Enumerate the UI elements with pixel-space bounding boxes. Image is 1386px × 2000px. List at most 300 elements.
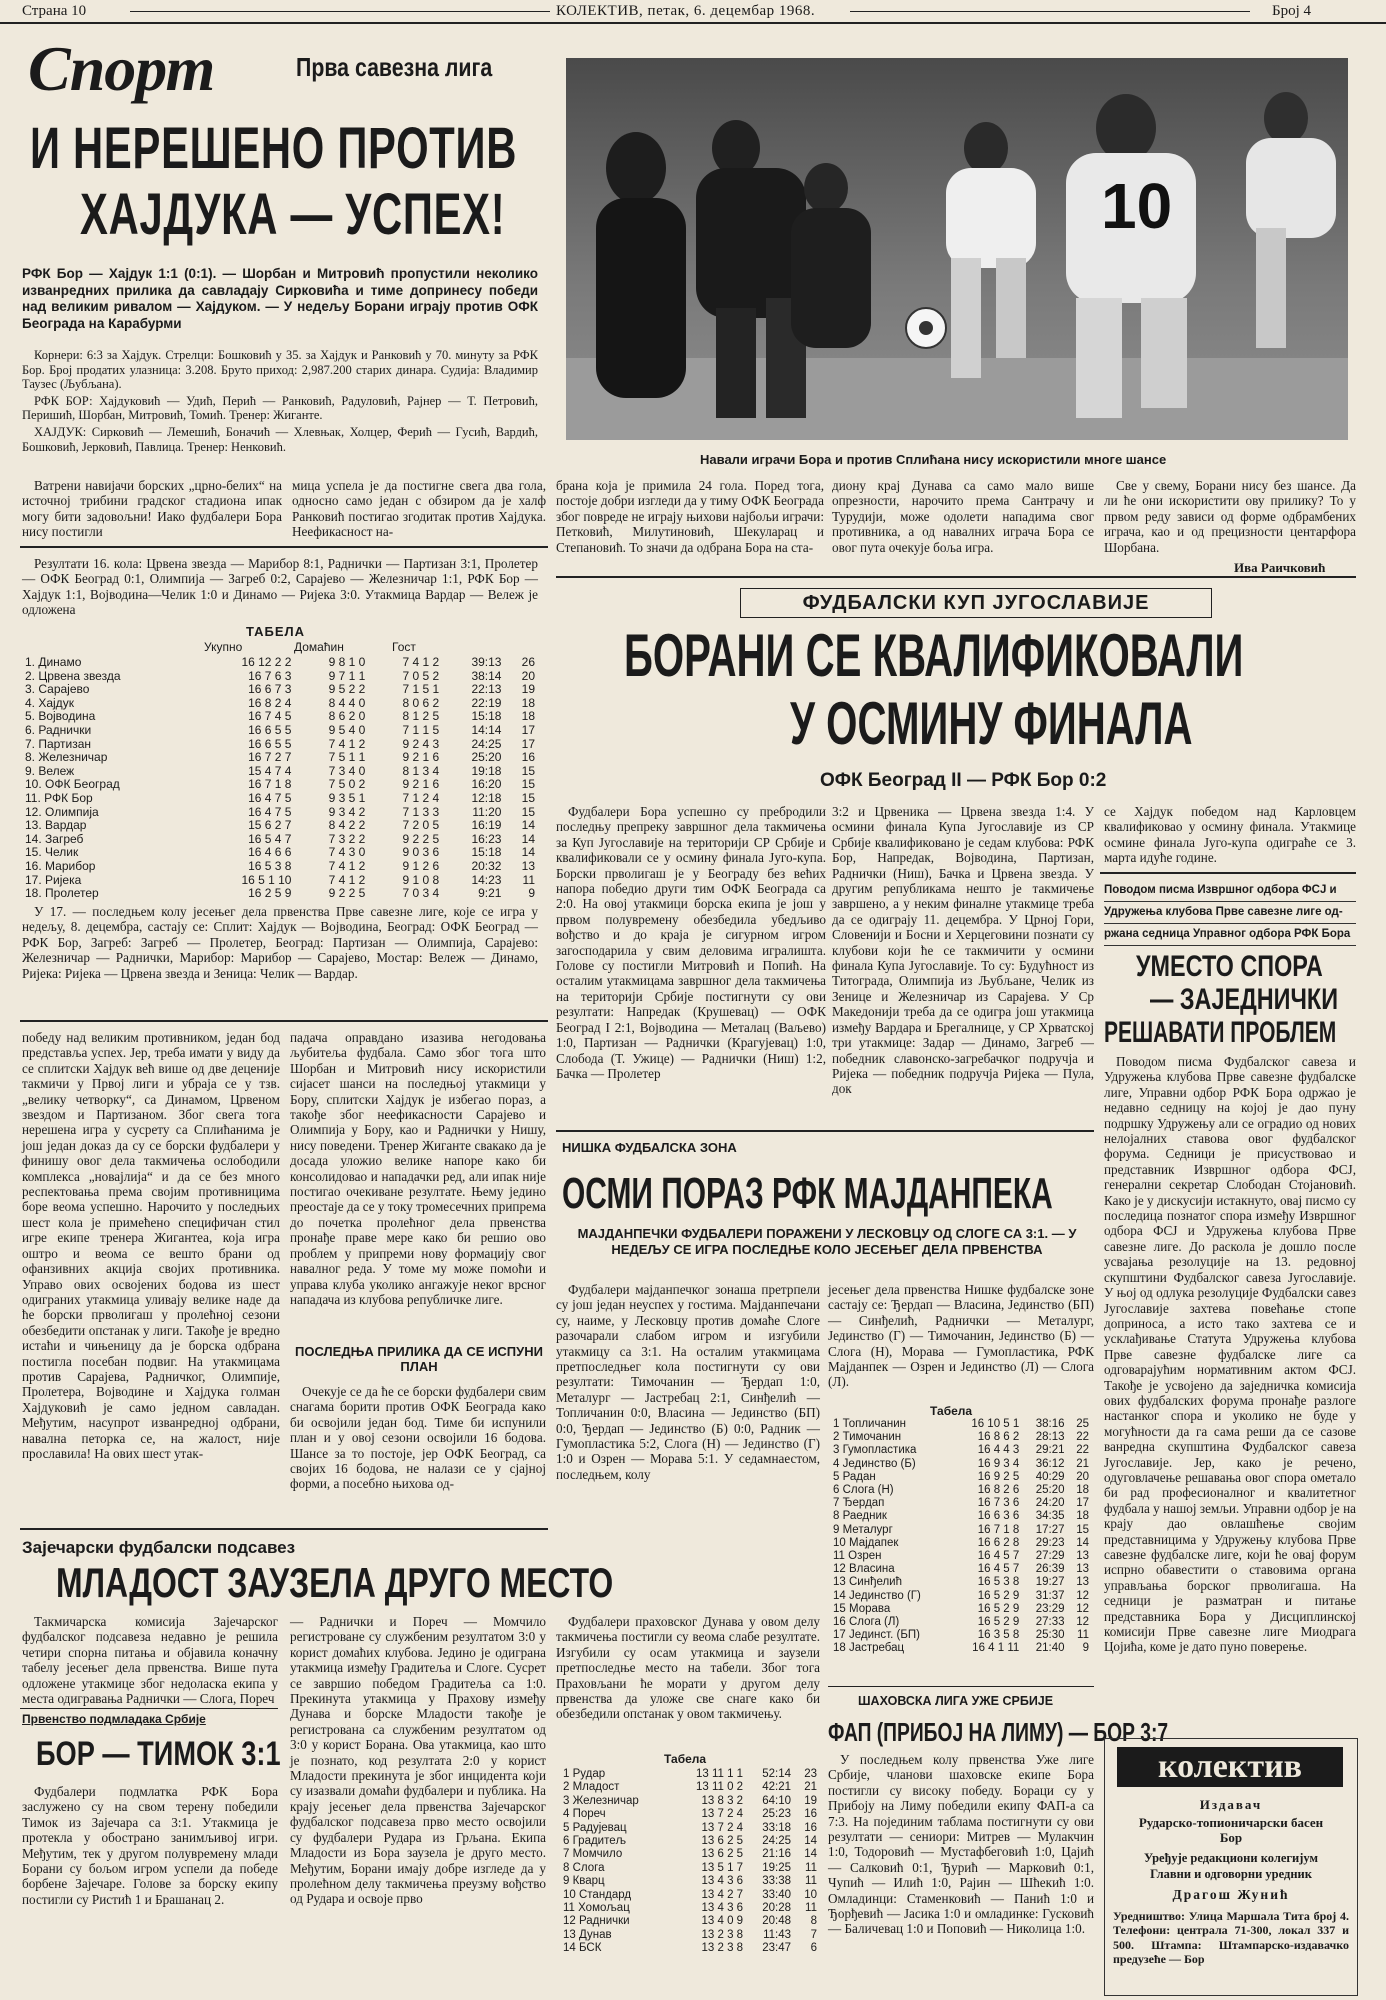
table-cell: 6. Раднички bbox=[25, 722, 92, 737]
table-cell: 16 bbox=[521, 750, 535, 765]
table-row bbox=[560, 1875, 820, 1888]
table-cell: 9 8 1 0 bbox=[328, 655, 366, 669]
match-photo bbox=[566, 58, 1348, 440]
table-row bbox=[560, 1915, 820, 1928]
table-cell: 16 6 5 5 bbox=[248, 736, 292, 751]
table-row bbox=[22, 697, 538, 711]
table-cell: 14 bbox=[804, 1848, 817, 1861]
table-cell: 5. Војводина bbox=[25, 709, 96, 724]
table-row bbox=[22, 887, 538, 901]
table-cell: 7 3 4 0 bbox=[328, 763, 366, 778]
table-cell: 16 5 2 9 bbox=[977, 1616, 1020, 1629]
table-cell: 19:27 bbox=[1035, 1576, 1065, 1589]
table-cell: 52:14 bbox=[762, 1768, 792, 1780]
notice-headline-3: РЕШАВАТИ ПРОБЛЕМ bbox=[1104, 1016, 1337, 1049]
table-cell: 16 4 5 7 bbox=[977, 1563, 1020, 1576]
table-cell: 16:23 bbox=[471, 831, 502, 846]
table-row bbox=[560, 1929, 820, 1942]
cup-col-3: се Хајдук победом над Карловцем квалификовао у осмину финала. Утакмице осмине финала Југо-купа одиграће се 3. марта идуће године. bbox=[1104, 804, 1356, 866]
table-cell: 8 Слога bbox=[563, 1861, 605, 1874]
cup-subhead: ОФК Београд II — РФК Бор 0:2 bbox=[820, 770, 1107, 791]
zajecar-col-3: Фудбалери праховског Дунава у овом делу такмичења постигли су веома слабе резултате. Изгубили су осам утакмица и заузели претпоследње место на табели. Због тога Праховљани ће морати у другом делу првенства да уложе све снаге како би обезбедили опстанак у овом такмичењу. bbox=[556, 1614, 820, 1722]
table-cell: 1. Динамо bbox=[25, 655, 82, 669]
table-cell: 25 bbox=[1076, 1418, 1089, 1430]
table-cell: 27:33 bbox=[1035, 1616, 1065, 1629]
table-cell: 9 0 3 6 bbox=[402, 845, 440, 860]
table-cell: 22:19 bbox=[471, 695, 502, 710]
table-cell: 12 bbox=[1076, 1589, 1089, 1602]
article-continued-col-1: победу над великим противником, један бод представља успех. Јер, треба имати у виду да се сплитски Хајдук већ више од две деценије такмичи у Првој лиги и убраја се у тзв. „велику четворку“, са Динамом, Црвеном звездом и Партизаном. Због свега тога нерешена игра у сусрету са Сплићанима је још један доказ да су се борски фудбалери у финишу овог дела такмичења ослободили комплекса „новајлија“ и да се без много респектовања према својим противницима боре веома успешно. Нарочито у последњих шест кола је примећено специфичан стил игре екипе тренера Жигантеа, која игра оштро и веома се вешто брани од офанзивних акција својих противника. Управо ових освојених бодова из шест одиграних утакмица уливају велике наде да ће борски прволигаш у пролећној сезони обезбедити опстанак у лиги. Такође је вредно истаћи и чињеницу да је борска одбрана постигла посебан подвиг. На утакмицама против Сарајева, Радничког, Олимпије, Пролетера, Војводине и Хајдука голман Хајдуковић је само једном савладан. Међутим, насупрот изванредној одбрани, навална петорка се, на жалост, није прославила! На ових шест утак- bbox=[22, 1030, 280, 1461]
article-continued-col-3: Очекује се да ће се борски фудбалери свим снагама борити против ОФК Београда како би освојили један бод. Тиме би испунили план и у овој сезони освојили 16 бодова. Шансе за то постоје, јер ОФК Београд, са својих 16 бодова, не налази се у сјајној форми, а посебно њихова од- bbox=[290, 1384, 546, 1492]
table-cell: 16 Слога (Л) bbox=[833, 1616, 900, 1629]
table-cell: 10 Стандард bbox=[563, 1888, 632, 1901]
table-cell: 17:27 bbox=[1035, 1523, 1065, 1536]
youth-body: Фудбалери подмлатка РФК Бора заслужено су на свом терену победили Тимок из Зајечара са 3:1. Утакмица је протекла у обострано занимљивој игри. Међутим, тек у другом полувремену млади Борани су бољом игром успели да победе борбене Зајечаре. Голове за борску екипу постигли су Ристић 1 и Брашанац 2. bbox=[22, 1784, 278, 1907]
table-cell: 13 5 1 7 bbox=[701, 1861, 744, 1874]
table-cell: 18. Пролетер bbox=[25, 886, 99, 901]
table-cell: 16 7 4 5 bbox=[248, 709, 292, 724]
table-cell: 38:16 bbox=[1035, 1418, 1065, 1430]
article-col-5: Све у свему, Борани нису без шансе. Да ли ће они искористити ову прилику? То у првом реду зависи од форме одбрамбених играча, као и од прецизности центарфора Шорбана. bbox=[1104, 478, 1356, 555]
table-cell: 1 Рудар bbox=[563, 1768, 606, 1780]
byline: Ива Рaичковић bbox=[1234, 560, 1326, 575]
table-cell: 11:20 bbox=[472, 804, 502, 819]
table-row bbox=[830, 1537, 1092, 1550]
table-cell: 16 bbox=[804, 1808, 817, 1821]
table-cell: 15 bbox=[521, 790, 535, 805]
table-cell: 7 4 1 2 bbox=[328, 858, 366, 873]
next-round-fixtures: У 17. — последњем колу јесењег дела првенства Прве савезне лиге, које се игра у недељу, 8. децембра, састају се: Сплит: Хајдук — Војводина, Београд: ОФК Београд — РФК Бор, Загреб: Загреб — Пролетер, Београд: Партизан — Олимпија, Сарајево: Железничар — Раднички, Марибор: Марибор — Сарајево, Мостар: Вележ — Динамо, Ријека: Ријека — Црвена звезда и Зеница: Челик — Вардар. bbox=[22, 904, 538, 981]
table-cell: 16 4 7 5 bbox=[248, 804, 292, 819]
table-cell: 16 bbox=[804, 1821, 817, 1834]
article-col-2: мица успела је да постигне свега два гола, односно само један с обзиром да је халф Ранковић постигао згодитак против Хајдука. Неефикасност на- bbox=[292, 478, 546, 540]
table-cell: 29:23 bbox=[1035, 1536, 1065, 1549]
table-cell: 7 Момчило bbox=[563, 1848, 623, 1861]
nis-col-1: Фудбалери мајданпечког зонаша претрпели су још један неуспех у гостима. Мајданпечани су, наиме, у Лесковцу против домаће Слоге разочарали слабом игром и изгубили утакмицу са 3:1. На осталим утакмицама претпоследњег кола постигнути су ови резултати: Тимочанин — Ђердап 1:0, Металург — Јастребац 2:1, Синђелић — Топличанин 0:0, Власина — Јединство (БП) 0:0, Ђердап — Јединство (Б) 0:0, Радник — Гумопластика 5:2, Слога (Н) — Јединство (Г) 1:0 и Озрен — Морава 5:1. У седамнаестом, последњем, колу bbox=[556, 1282, 820, 1482]
table-cell: 22 bbox=[1076, 1431, 1089, 1444]
page-header bbox=[0, 0, 1386, 24]
table-cell: 9 5 2 2 bbox=[328, 682, 366, 697]
table-cell: 13 2 3 8 bbox=[701, 1928, 744, 1941]
table-cell: 14 bbox=[521, 845, 535, 860]
table-cell: 8 6 2 0 bbox=[328, 709, 366, 724]
table-row bbox=[22, 724, 538, 738]
issue-number: Број 4 bbox=[1272, 2, 1312, 19]
table-cell: 16 10 5 1 bbox=[971, 1418, 1020, 1430]
address: Уредништво: Улица Маршала Тита број 4. Телефони: централа 71-300, локал 337 и 500. Штампа: Штампарско-издавачко предузеће — Бор bbox=[1113, 1909, 1349, 1967]
table-row bbox=[22, 874, 538, 888]
youth-kicker: Првенство подмладака Србије bbox=[22, 1712, 206, 1726]
table-cell: 12 bbox=[1076, 1602, 1089, 1615]
table-cell: 13 4 3 6 bbox=[701, 1875, 744, 1888]
table-row bbox=[830, 1603, 1092, 1616]
section-logo-sport: Спорт bbox=[28, 33, 215, 104]
table-row bbox=[830, 1629, 1092, 1642]
table-cell: 11 bbox=[805, 1875, 817, 1888]
table-cell: 14. Загреб bbox=[25, 831, 84, 846]
table-row bbox=[830, 1471, 1092, 1484]
table-cell: 9 2 1 6 bbox=[402, 777, 440, 792]
table-row bbox=[22, 710, 538, 724]
table-cell: 16 7 6 3 bbox=[248, 668, 292, 683]
table-cell: 14:14 bbox=[471, 722, 502, 737]
table-cell: 7 3 2 2 bbox=[328, 831, 366, 846]
publisher: Рударско-топионичарски басен Бор bbox=[1138, 1815, 1324, 1845]
table-cell: 16 5 2 9 bbox=[977, 1589, 1020, 1602]
article-continued-col-2: падача оправдано изазива негодовања љубитеља фудбала. Само због тога што Шорбан и Митровић нису искористили сијасет шанси на последњој утакмици у Бору, сплитски Хајдук је избегао пораз, а такође због неефикасности Сарајево и Олимпија у Бору, као и Раднички у Нишу, нису поведени. Тренер Жиганте свакако да је досада уложио велике напоре како би консолидовао и нападачки ред, али ипак није постигао очекиване резултате. Њему једино преостаје да се у току тромесечних припрема до почетка пролећног дела првенства пронађе праве мере како би решио ово проблем у припреми нову формацију свог навалног реда. У томе му може помоћи и управа клуба уколико ангажује неког врсног нападача из клубова републичке лиге. bbox=[290, 1030, 546, 1307]
table-cell: 14 Јединство (Г) bbox=[833, 1589, 921, 1602]
table-cell: 11 bbox=[805, 1861, 817, 1874]
table-cell: 16 4 1 11 bbox=[972, 1642, 1020, 1655]
table-cell: 36:12 bbox=[1035, 1457, 1065, 1470]
table-cell: 16 5 3 8 bbox=[248, 858, 292, 873]
table-cell: 3 Гумопластика bbox=[833, 1444, 917, 1457]
table-cell: 14:23 bbox=[471, 872, 502, 887]
table-cell: 11. РФК Бор bbox=[25, 790, 93, 805]
table-cell: 9 bbox=[1082, 1642, 1089, 1655]
table-cell: 9 1 2 6 bbox=[402, 858, 440, 873]
table-cell: 16 4 5 7 bbox=[977, 1550, 1020, 1563]
cup-banner: ФУДБАЛСКИ КУП ЈУГОСЛАВИЈЕ bbox=[740, 588, 1212, 618]
table-cell: 16:20 bbox=[471, 777, 502, 792]
table-cell: 9 2 1 6 bbox=[402, 750, 440, 765]
table-cell: 21:40 bbox=[1035, 1642, 1065, 1655]
kolektiv-logo: колектив bbox=[1117, 1747, 1343, 1787]
table-cell: 21 bbox=[804, 1781, 817, 1794]
table-cell: 10 Мајдапек bbox=[833, 1536, 899, 1549]
editor-name: Драгош Жунић bbox=[1172, 1887, 1290, 1902]
table-cell: 7 1 3 3 bbox=[402, 804, 440, 819]
table-cell: 8 0 6 2 bbox=[402, 695, 440, 710]
cup-col-2: 3:2 и Црвеника — Црвена звезда 1:4. У осмини финала Купа Југославије из СР Србије квалификовано је седам клубова: РФК Бор, Напредак, Војводина, Партизан, Раднички (Ниш), Бачка и Црвена звезда. У другим републикама нешто је такмичење завршено, а у неким финалне утакмице треба да се одиграју 11. децембра. У Црној Гори, Словенији и Босни и Херцеговини познати су клубови који ће се такмичити у осмини финала Купа Југославије. То су: Будућност из Титограда, Олимпија из Љубљане, Челик из Зенице и Железничар из Сарајева. У Ср Македонији треба да се одигра још утакмица између Вардара и Брегалнице, у СР Хрватској три утакмице: Задар — Динамо, Загреб — победник славонско-загребачког подручја и Ријека — победник подручја Ријека — Пула, док bbox=[832, 804, 1094, 1097]
table-cell: 33:18 bbox=[762, 1821, 792, 1834]
table-cell: 25:20 bbox=[471, 750, 502, 765]
table-cell: 13 bbox=[1076, 1550, 1089, 1563]
table-cell: 17 bbox=[521, 722, 535, 737]
table-cell: 2. Црвена звезда bbox=[25, 668, 121, 683]
table-cell: 12 Раднички bbox=[563, 1915, 630, 1928]
table-cell: 7 4 1 2 bbox=[328, 736, 366, 751]
table-cell: 14 bbox=[1076, 1536, 1089, 1549]
table-cell: 13 4 2 7 bbox=[701, 1888, 744, 1901]
match-stats: Корнери: 6:3 за Хајдук. Стрелци: Бошковић у 35. за Хајдук и Ранковић у 70. минуту за РФК Бор. Број продатих улазница: 3.208. Бруто приход: 2,987.200 старих динара. Судија: Владимир Таузес (Љубљана). bbox=[22, 348, 538, 392]
table-cell: 8. Железничар bbox=[25, 750, 108, 765]
table-cell: 16. Марибор bbox=[25, 858, 96, 873]
table-cell: 25:20 bbox=[1035, 1484, 1065, 1497]
table-cell: 16:19 bbox=[471, 818, 502, 833]
table-cell: 28:13 bbox=[1035, 1431, 1065, 1444]
divider bbox=[20, 546, 548, 548]
table-cell: 22 bbox=[1076, 1444, 1089, 1457]
table-row bbox=[560, 1781, 820, 1794]
svg-text:10: 10 bbox=[1101, 170, 1173, 242]
table-cell: 4 Јединство (Б) bbox=[833, 1457, 916, 1470]
table-cell: 16 4 4 3 bbox=[977, 1444, 1020, 1457]
table-cell: 13 4 3 6 bbox=[701, 1902, 744, 1915]
table-cell: 19 bbox=[804, 1794, 817, 1807]
table-row bbox=[22, 778, 538, 792]
table-cell: 18 bbox=[1076, 1510, 1089, 1523]
table-cell: 40:29 bbox=[1035, 1470, 1065, 1483]
table-cell: 20 bbox=[1076, 1470, 1089, 1483]
table-cell: 38:14 bbox=[471, 668, 502, 683]
table-cell: 23:29 bbox=[1035, 1602, 1065, 1615]
table-cell: 7. Партизан bbox=[25, 736, 92, 751]
league-standings bbox=[22, 656, 538, 901]
table-cell: 25:30 bbox=[1035, 1629, 1065, 1642]
table-cell: 8 Раедник bbox=[833, 1510, 887, 1523]
table-cell: 9 2 2 5 bbox=[402, 831, 440, 846]
table-cell: 11 bbox=[1077, 1629, 1089, 1642]
table-cell: 17 bbox=[1076, 1497, 1089, 1510]
table-cell: 13 11 0 2 bbox=[695, 1781, 744, 1794]
table-cell: 9 bbox=[528, 886, 535, 901]
table-cell: 7 4 1 2 bbox=[402, 655, 440, 669]
table-cell: 2 Младост bbox=[563, 1781, 620, 1794]
table-cell: 19 bbox=[521, 682, 535, 697]
table-row bbox=[830, 1550, 1092, 1563]
table-cell: 17. Ријека bbox=[25, 872, 82, 887]
masthead: КОЛЕКТИВ, петак, 6. децембар 1968. bbox=[556, 2, 816, 19]
table-cell: 11 Озрен bbox=[833, 1550, 882, 1563]
table-cell: 15 6 2 7 bbox=[248, 818, 292, 833]
header-rule bbox=[850, 11, 1250, 12]
table-cell: 16 4 6 6 bbox=[248, 845, 292, 860]
table-cell: 9 3 5 1 bbox=[328, 790, 366, 805]
table-cell: 16 6 5 5 bbox=[248, 722, 292, 737]
chess-kicker: ШАХОВСКА ЛИГА УЖЕ СРБИЈЕ bbox=[858, 1694, 1054, 1708]
table-cell: 2 Тимочанин bbox=[833, 1431, 902, 1444]
table-cell: 33:40 bbox=[762, 1888, 792, 1901]
headline-draw-1: И НЕРЕШЕНО ПРОТИВ bbox=[30, 116, 518, 181]
cup-headline-2: У ОСМИНУ ФИНАЛА bbox=[790, 690, 1193, 757]
headline-draw-2: ХАЈДУКА — УСПЕХ! bbox=[80, 182, 506, 247]
table-cell: 25:23 bbox=[762, 1808, 792, 1821]
nis-table-title: Табела bbox=[930, 1404, 973, 1418]
table-row bbox=[22, 846, 538, 860]
table-cell: 19:25 bbox=[762, 1861, 792, 1874]
table-cell: 7 1 1 5 bbox=[402, 722, 440, 737]
table-cell: 15 Морава bbox=[833, 1602, 891, 1615]
table-cell: 17 bbox=[521, 736, 535, 751]
table-cell: 8 bbox=[810, 1915, 817, 1928]
divider bbox=[556, 1130, 1094, 1132]
table-cell: 33:38 bbox=[762, 1875, 792, 1888]
zajecar-table-title: Табела bbox=[664, 1752, 707, 1766]
zajecar-headline: МЛАДОСТ ЗАУЗЕЛА ДРУГО МЕСТО bbox=[56, 1559, 614, 1606]
subheading-last-chance: ПОСЛЕДЊА ПРИЛИКА ДА СЕ ИСПУНИ ПЛАН bbox=[295, 1344, 543, 1374]
lineup-hajduk: ХАЈДУК: Сирковић — Лемешић, Боначић — Хлевњак, Холцер, Ферић — Гусић, Вардић, Бошковић, Јерковић, Павлица. Тренер: Ненковић. bbox=[22, 424, 538, 454]
header-rule bbox=[130, 11, 550, 12]
table-cell: 9. Вележ bbox=[25, 763, 75, 778]
cup-headline-1: БОРАНИ СЕ КВАЛИФИКОВАЛИ bbox=[624, 622, 1244, 689]
table-cell: 16 5 4 7 bbox=[248, 831, 292, 846]
table-cell: 13. Вардар bbox=[25, 818, 87, 833]
table-cell: 9 Металург bbox=[833, 1523, 893, 1536]
table-row bbox=[22, 765, 538, 779]
table-cell: 16 7 1 8 bbox=[248, 777, 292, 792]
notice-headline-1: УМЕСТО СПОРА bbox=[1136, 950, 1323, 983]
table-row bbox=[560, 1889, 820, 1902]
table-cell: 7 0 5 2 bbox=[402, 668, 440, 683]
table-cell: 16 6 3 6 bbox=[977, 1510, 1020, 1523]
table-cell: 12 Власина bbox=[833, 1563, 895, 1576]
table-cell: 23 bbox=[804, 1768, 817, 1780]
table-cell: 15. Челик bbox=[25, 845, 79, 860]
imprint-box: колектив Издавач Рударско-топионичарски басен Бор Уређује редакциони колегијум Главни и одговорни уредник Драгош Жунић Уредништво: Улица Маршала Тита број 4. Телефони: централа 71-300, локал 337 и 500. Штампа: Штампарско-издавачко предузеће — Бор bbox=[1104, 1738, 1358, 1996]
table-cell: 7 0 3 4 bbox=[402, 886, 440, 901]
table-cell: 7 5 1 1 bbox=[328, 750, 366, 765]
table-cell: 16 7 2 7 bbox=[248, 750, 292, 765]
table-cell: 15 bbox=[1076, 1523, 1089, 1536]
table-cell: 16 5 3 8 bbox=[977, 1576, 1020, 1589]
table-row bbox=[830, 1590, 1092, 1603]
table-cell: 12 bbox=[1076, 1616, 1089, 1629]
table-row bbox=[830, 1484, 1092, 1497]
table-cell: 9 3 4 2 bbox=[328, 804, 366, 819]
notice-box: Поводом писма Извршног одбора ФСЈ и Удружења клубова Прве савезне лиге од- ржана седница Управног одбора РФК Бора bbox=[1104, 880, 1356, 946]
table-cell: 4 Пореч bbox=[563, 1808, 606, 1821]
article-col-4: диону крај Дунава са само мало више опрезности, нарочито према Сантрачу и Турудији, може одолети нападима свог противника, а од навалних играча Бора се овог пута очекује боља игра. bbox=[832, 478, 1094, 555]
table-cell: 20 bbox=[521, 668, 535, 683]
table-cell: 8 4 4 0 bbox=[328, 695, 366, 710]
table-cell: 16 8 2 4 bbox=[248, 695, 292, 710]
zajecar-standings bbox=[560, 1768, 820, 1956]
nis-standings bbox=[830, 1418, 1092, 1656]
table-cell: 8 1 3 4 bbox=[402, 763, 440, 778]
lineup-bor: РФК БОР: Хајдуковић — Удић, Перић — Ранковић, Радуловић, Рајнер — Т. Петровић, Перишић, Шорбан, Митровић, Томић. Тренер: Жигантe. bbox=[22, 393, 538, 423]
table-row bbox=[830, 1497, 1092, 1510]
table-cell: 15 bbox=[521, 804, 535, 819]
table-cell: 18 bbox=[521, 709, 535, 724]
table-row bbox=[22, 751, 538, 765]
chess-body: У последњем колу првенства Уже лиге Србије, чланови шаховске екипе Бора постигли су високу победу. Бораци су у Прибоју на Лиму победили екипу ФАП-а са 7:3. На појединим таблама постигнути су ови резултати — сениори: Митрев — Мулакчин 1:0, Тодоровић — Мустафбеговић 1:0, Цајић — Салковић 0:1, Ђурић — Марковић 0:1, Чупић — Илић 1:0, Рајин — Шћекић 1:0. Омладинци: Стаменковић — Панић 1:0 и Ђорђевић — Јасика 1:0 и омладинке: Гусковић — Баличевац 1:0 и Поповић — Николица 1:0. bbox=[828, 1752, 1094, 1937]
table-cell: 15:18 bbox=[471, 709, 502, 724]
table-cell: 19:18 bbox=[471, 763, 502, 778]
table-cell: 26 bbox=[521, 655, 535, 669]
league-table-title: ТАБЕЛА bbox=[246, 624, 306, 639]
table-cell: 15 bbox=[521, 763, 535, 778]
table-cell: 16 2 5 9 bbox=[248, 886, 292, 901]
notice-headline-2: — ЗАЈЕДНИЧКИ bbox=[1150, 983, 1339, 1016]
table-row bbox=[22, 683, 538, 697]
table-cell: 24:25 bbox=[762, 1835, 792, 1848]
table-row bbox=[560, 1808, 820, 1821]
table-cell: 13 11 1 1 bbox=[695, 1768, 744, 1780]
nis-kicker: НИШКА ФУДБАЛСКА ЗОНА bbox=[562, 1140, 737, 1155]
table-row bbox=[22, 670, 538, 684]
nis-subhead: МАЈДАНПЕЧКИ ФУДБАЛЕРИ ПОРАЖЕНИ У ЛЕСКОВЦУ ОД СЛОГЕ СА 3:1. — У НЕДЕЉУ СЕ ИГРА ПОСЛЕДЊЕ КОЛО ЈЕСЕЊЕГ ДЕЛА ПРВЕНСТВА bbox=[577, 1226, 1077, 1257]
table-cell: 13 bbox=[521, 858, 535, 873]
table-cell: 14 bbox=[521, 831, 535, 846]
divider bbox=[20, 1708, 278, 1709]
table-row bbox=[22, 819, 538, 833]
table-cell: 16 5 2 9 bbox=[977, 1602, 1020, 1615]
table-cell: 18 bbox=[521, 695, 535, 710]
table-cell: 20:48 bbox=[762, 1915, 792, 1928]
table-cell: 13 6 2 5 bbox=[701, 1835, 744, 1848]
table-cell: 6 Градитељ bbox=[563, 1835, 627, 1848]
table-row bbox=[560, 1902, 820, 1915]
table-cell: 16 7 3 6 bbox=[977, 1497, 1020, 1510]
table-cell: 7 1 5 1 bbox=[402, 682, 440, 697]
youth-headline: БОР — ТИМОК 3:1 bbox=[36, 1735, 281, 1773]
table-cell: 12. Олимпија bbox=[25, 804, 99, 819]
table-row bbox=[830, 1431, 1092, 1444]
table-cell: 23:47 bbox=[762, 1942, 792, 1955]
table-cell: 16 9 3 4 bbox=[977, 1457, 1020, 1470]
table-cell: 3 Железничар bbox=[563, 1794, 639, 1807]
table-cell: 16 4 7 5 bbox=[248, 790, 292, 805]
table-cell: 11 bbox=[522, 872, 535, 887]
notice-body: Поводом писма Фудбалског савеза и Удружења клубова Прве савезне фудбалске лиге, Управни одбор РФК Бора одржао је недавно седницу на којој је дао пуну подршку Удружењу али се оградио од нових нелојалних ставова овог фудбалског форума. Седници је присуствовао и представник Извршног одбора ФСЈ, генерални секретар Слободан Стојановић. Како је у дискусији истакнуто, овај писмо су последица познатог спора између Извршног одбора ФСЈ и Удружења клубова Прве савезне лиге. До раскола је дошло после усвајања резолуције на 13. редовној скупштини Фудбалског савеза Југославије. У њој од одлука резолуције Фудбалски савез Југославије захтева повећање стопе доприноса, а исто тако захтева се и усклађивање Статута Удружења клубова Прве савезне фудбалске лиге са одговарајућим нормативним актом ФСЈ. Такође је усвојено да заједничка комисија ових фудбалских форума пронађе разлоге настанког спора и уколико не буде у могућности да га сама реши да се сазове ванредна скупштина Фудбалског савеза Југославије. Јер, како је речено, одуговлачење решавања овог спора ометало би рад професионалног и квалитетног фудбала у нашој земљи. Управни одбор је на крају дао овлашћење својим представницима у Удружењу клубова Прве савезне фудбалске лиге, који ће овај форум испрно обавестити о ставовима органа управљања борског прволигаша. На седници је разматран и питање представника Бора у Дисциплинској комисији Прве савезне лиге Миодрага Цојића, коме је дато пуно поверење. bbox=[1104, 1054, 1356, 1655]
cup-col-1: Фудбалери Бора успешно су пребродили последњу препреку завршног дела такмичења за Куп Југославије на територији СР Србије и квалификовали се у осмину финала Југо-купа. Борски прволигаш је у Београду без већих напора победио други тим ОФК Београда са 2:0. На овој утакмици борска екипа је још у првом полувремену обезбедила убедљиво вођство и до краја је сигурном игром загосподарила у свим деловима игралишта. Голове су постигли Митровић и Попић. На осталим утакмицама завршног дела такмичења на територији Србије постигнути су ови резултати: Напредак (Крушевац) — ОФК Београд I 2:1, Војводина — Металац (Ваљево) 1:0, Партизан — Раднички (Крагујевац) 1:0, Слобода (Т. Ужице) — Раднички (Ниш) 1:2, Бачка — Пролетер bbox=[556, 804, 826, 1081]
table-cell: 8 1 2 5 bbox=[402, 709, 440, 724]
article-col-1: Ватрени навијачи борских „црно-белих“ на источној трибини градског стадиона ипак могу бити задовољни! Иако фудбалери Бора нису постигли bbox=[22, 478, 282, 540]
table-cell: 15 4 7 4 bbox=[248, 763, 292, 778]
table-cell: 16 7 1 8 bbox=[977, 1523, 1020, 1536]
divider bbox=[20, 1528, 548, 1530]
table-row bbox=[560, 1862, 820, 1875]
table-cell: 5 Радујевац bbox=[563, 1821, 627, 1834]
table-cell: 7 5 0 2 bbox=[328, 777, 366, 792]
table-cell: 16 12 2 2 bbox=[241, 655, 292, 669]
table-row bbox=[830, 1510, 1092, 1523]
table-cell: 20:28 bbox=[762, 1902, 792, 1915]
table-cell: 16 8 2 6 bbox=[977, 1484, 1020, 1497]
table-cell: 18 bbox=[1076, 1484, 1089, 1497]
league-table: Укупно Домаћин Гост 1. Динамо 16 12 2 2 9 8 1 0 7 4 1 2 39:13 26 2. Црвена звезда 16 7 6 3 9 7 1 1 7 0 5 2 38:14 20 3. Сарајево 16 6 7 3 9 5 2 2 7 1 5 1 22:13 19 4. Хајдук 16 8 2 4 8 4 4 0 8 0 6 2 22:19 18 5. Војводина 16 7 4 5 8 6 2 0 8 1 2 5 15:18 18 6. Раднички 16 6 5 5 9 5 4 0 7 1 1 5 14:14 17 7. Партизан 16 6 5 5 7 4 1 2 9 2 4 3 24:25 17 8. Железничар 16 7 2 7 7 5 1 1 9 2 1 6 25:20 16 9. Вележ 15 4 7 4 7 3 4 0 8 1 3 4 19:18 15 10. ОФК Београд 16 7 1 8 7 5 0 2 9 2 1 6 16:20 15 11. РФК Бор 16 4 7 5 9 3 5 1 7 1 2 4 12:18 15 12. Олимпија 16 4 7 5 9 3 4 2 7 1 3 3 11:20 15 13. Вардар 15 6 2 7 8 4 2 2 7 2 0 5 16:19 14 14. Загреб 16 5 4 7 7 3 2 2 9 2 2 5 16:23 14 15. Челик 16 4 6 6 7 4 3 0 9 0 3 6 15:18 14 16. Марибор 16 5 3 8 7 4 1 2 9 1 2 6 20:32 13 17. Ријека 16 5 1 10 7 4 1 2 9 1 0 8 14:23 11 18. Пролетер 16 2 5 9 9 2 2 5 7 0 3 4 9:21 9 bbox=[22, 640, 542, 901]
table-cell: 20:32 bbox=[471, 858, 502, 873]
table-cell: 9 2 2 5 bbox=[328, 886, 366, 901]
table-cell: 9 2 4 3 bbox=[402, 736, 440, 751]
table-cell: 7 4 3 0 bbox=[328, 845, 366, 860]
table-cell: 22:13 bbox=[471, 682, 502, 697]
table-cell: 13 7 2 4 bbox=[701, 1821, 744, 1834]
table-cell: 11 bbox=[805, 1902, 817, 1915]
table-row bbox=[830, 1418, 1092, 1431]
table-row bbox=[22, 806, 538, 820]
table-row bbox=[22, 833, 538, 847]
table-cell: 11:43 bbox=[763, 1928, 792, 1941]
table-cell: 16 3 5 8 bbox=[977, 1629, 1020, 1642]
photo-caption: Навали играчи Бора и против Сплићана нису искористили многе шансе bbox=[700, 452, 1167, 467]
lead-paragraph: РФК Бор — Хајдук 1:1 (0:1). — Шорбан и Митровић пропустили неколико изванредних прилика да савладају Сирковића и тиме допринесу победи над великим ривалом — Хајдуком. — У недељу Борани играју против ОФК Београда на Карабурми bbox=[22, 266, 538, 331]
table-cell: 16 9 2 5 bbox=[977, 1470, 1020, 1483]
table-cell: 6 bbox=[810, 1942, 817, 1955]
table-cell: 13 bbox=[1076, 1576, 1089, 1589]
table-cell: 14 БСК bbox=[563, 1942, 602, 1955]
divider bbox=[20, 1020, 548, 1022]
table-row bbox=[830, 1616, 1092, 1629]
article-col-3: брана која је примила 24 гола. Поред тога, постоје добри изгледи да у тиму ОФК Београда због повреде не играју њихови најбољи играчи: Петковић, Милутиновић, Шекуларац и Степановић. То значи да одбрана Бора на ста- bbox=[556, 478, 824, 555]
table-cell: 13 Синђелић bbox=[833, 1576, 903, 1589]
page-number: Страна 10 bbox=[22, 2, 87, 19]
table-cell: 9 5 4 0 bbox=[328, 722, 366, 737]
football-players-image bbox=[566, 58, 1348, 440]
table-cell: 11 Хомољац bbox=[563, 1902, 630, 1915]
table-cell: 13 6 2 5 bbox=[701, 1848, 744, 1861]
divider bbox=[828, 1686, 1094, 1687]
table-cell: 3. Сарајево bbox=[25, 682, 90, 697]
table-row bbox=[830, 1563, 1092, 1576]
table-cell: 13 bbox=[1076, 1563, 1089, 1576]
table-cell: 13 4 0 9 bbox=[701, 1915, 744, 1928]
table-cell: 10. ОФК Београд bbox=[25, 777, 120, 792]
table-cell: 15 bbox=[521, 777, 535, 792]
table-cell: 9 7 1 1 bbox=[328, 668, 366, 683]
table-cell: 21:16 bbox=[762, 1848, 792, 1861]
